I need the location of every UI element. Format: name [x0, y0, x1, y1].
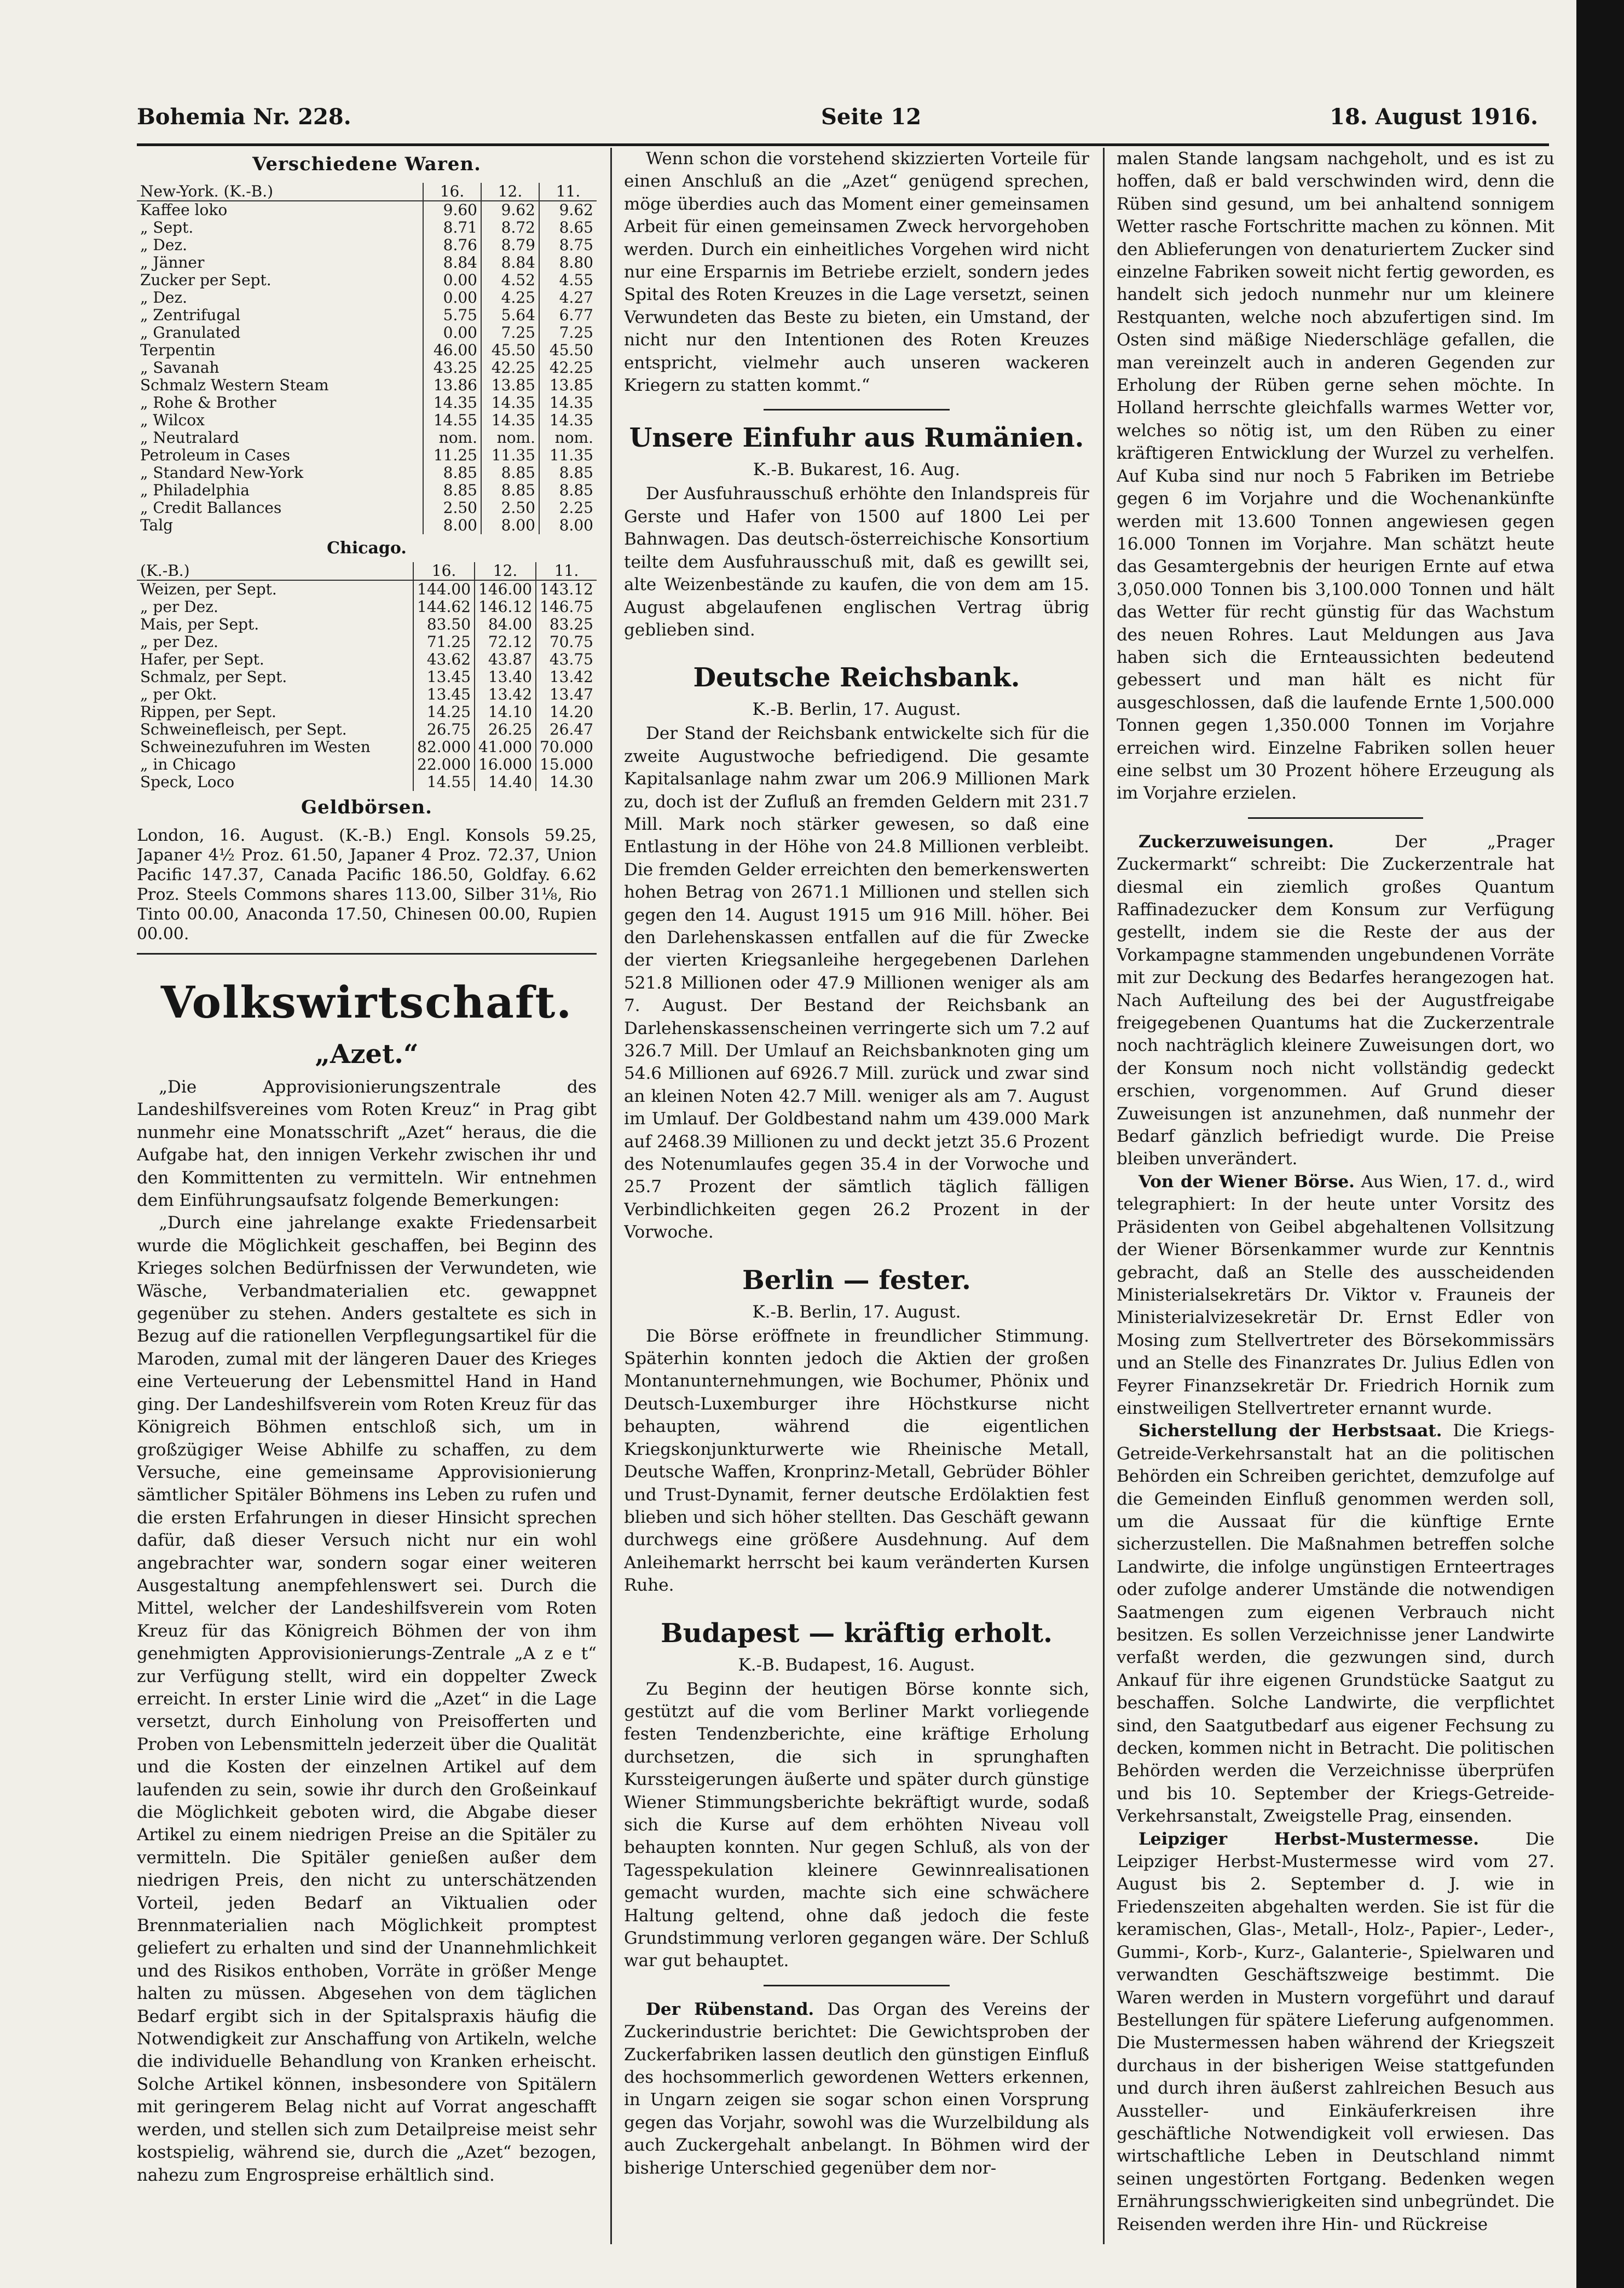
page-header: [137, 104, 1538, 142]
price-cell: 13.85: [539, 377, 597, 394]
table-row: [137, 756, 597, 773]
table-row: [137, 499, 597, 517]
price-cell: 71.25: [413, 633, 475, 651]
commodity-label: „ Philadelphia: [140, 481, 250, 499]
paragraph-text: Die Kriegs-Getreide-Verkehrsanstalt hat an die politischen Behörden ein Schreiben gerichtet, demzufolge auf die Gemeinden Einfluß genommen werden soll, um die Aussaat für die künftige Ernte sicherzustellen. Die Maßnahmen betreffen solche Landwirte, die infolge ungünstigen Ernteertrages oder zufolge anderer Umstände die notwendigen Saatmengen zum eigenen Verbrauch nicht besitzen. Es sollen Verzeichnisse jener Landwirte verfaßt werden, die gezwungen sind, durch Ankauf für ihre eigenen Grundstücke Saatgut zu beschaffen. Solche Landwirte, die verpflichtet sind, den Saatgutbedarf aus eigener Fechsung zu decken, kommen nicht in Betracht. Die politischen Behörden werden die Verzeichnisse überprüfen und bis 10. September der Kriegs-Getreide-Verkehrsanstalt, Zweigstelle Prag, einsenden.: [1117, 1421, 1554, 1827]
price-cell: 16.000: [475, 756, 536, 773]
commodity-label: Petroleum in Cases: [140, 446, 290, 464]
column-3: [1117, 148, 1554, 2255]
commodity-label: Schmalz, per Sept.: [140, 668, 287, 686]
commodity-label: „ Dez.: [140, 288, 188, 307]
price-cell: 14.55: [423, 412, 481, 429]
commodity-label: Mais, per Sept.: [140, 615, 259, 633]
table-row: [137, 377, 597, 394]
price-cell: 84.00: [475, 616, 536, 633]
column-rule-1: [610, 148, 612, 2244]
paragraph-text: Der „Prager Zuckermarkt“ schreibt: Die Zuckerzentrale hat diesmal ein ziemlich großes Quantum Raffinadezucker dem Konsum zur Verfügung gestellt, indem sie die Reste der aus der Vorkampagne stammenden ungebundenen Vorräte mit zur Deckung des Bedarfes herangezogen hat. Nach Aufteilung des bei der Augustfreigabe freigegebenen Quantums hat die Zuckerzentrale noch nachträglich kleinere Zuweisungen dort, wo der Konsum noch nicht vollständig gedeckt erschien, vorgenommen. Auf Grund dieser Zuweisungen ist anzunehmen, daß nunmehr der Bedarf gänzlich befriedigt wurde. Die Preise bleiben unverändert.: [1117, 831, 1554, 1169]
table-header-label: New-York. (K.-B.): [137, 183, 423, 201]
price-cell: 9.62: [539, 201, 597, 219]
price-cell: 0.00: [423, 271, 481, 289]
price-cell: 2.50: [481, 499, 539, 517]
commodity-label: Zucker per Sept.: [140, 271, 271, 289]
table-row: [137, 447, 597, 464]
price-cell: 8.85: [423, 464, 481, 482]
price-cell: 8.84: [481, 254, 539, 271]
price-cell: 144.62: [413, 598, 475, 616]
price-cell: 43.75: [536, 651, 597, 668]
price-cell: 146.12: [475, 598, 536, 616]
price-cell: 14.20: [536, 703, 597, 721]
price-cell: 144.00: [413, 580, 475, 598]
price-cell: 13.42: [475, 686, 536, 703]
commodity-label: „ Sept.: [140, 218, 194, 236]
price-cell: 2.50: [423, 499, 481, 517]
article-paragraph: „Die Approvisionierungszentrale des Landeshilfsvereines vom Roten Kreuz“ in Prag gibt nunmehr eine Monatsschrift „Azet“ heraus, die die Aufgabe hat, den innigen Verkehr zwischen ihr und den Kommittenten zu vermitteln. Wir entnehmen dem Einführungsaufsatz folgende Bemerkungen:: [137, 1077, 597, 1211]
paragraph-text: Die Leipziger Herbst-Mustermesse wird vom 27. August bis 2. September d. J. wie in Friedenszeiten abgehalten werden. Sie ist für die keramischen, Glas-, Metall-, Holz-, Papier-, Leder-, Gummi-, Korb-, Kurz-, Galanterie-, Spielwaren und verwandten Geschäftszweige bestimmt. Die Waren werden in Mustern vorgeführt und darauf Bestellungen für spätere Lieferung aufgenommen. Die Mustermessen haben während der Kriegszeit durchaus in der bisherigen Weise stattgefunden und durch ihren äußerst zahlreichen Besuch aus Aussteller- und Einkäuferkreisen ihre geschäftliche Notwendigkeit voll erwiesen. Das wirtschaftliche Leben in Deutschland nimmt seinen ungestörten Fortgang. Bedenken wegen Ernährungsschwierigkeiten sind unbegründet. Die Reisenden werden ihre Hin- und Rückreise: [1117, 1829, 1554, 2234]
price-cell: 13.85: [481, 377, 539, 394]
table-header-cell: 12.: [475, 562, 536, 580]
price-cell: 45.50: [481, 342, 539, 359]
price-cell: 43.62: [413, 651, 475, 668]
article-paragraph: [1117, 1171, 1554, 1420]
commodity-label: „ Granulated: [140, 323, 241, 342]
article-paragraph: [624, 1998, 1089, 2180]
price-cell: 70.000: [536, 738, 597, 756]
table-row: [137, 201, 597, 219]
commodity-label: „ Rohe & Brother: [140, 394, 276, 412]
header-page-number: Seite 12: [821, 104, 922, 130]
price-cell: 43.25: [423, 359, 481, 377]
table-header-label: (K.-B.): [137, 562, 413, 580]
table-row: [137, 359, 597, 377]
price-cell: 8.85: [423, 482, 481, 499]
price-cell: 6.77: [539, 307, 597, 324]
paragraph-lead: Der Rübenstand.: [646, 1999, 814, 2019]
price-cell: 14.25: [413, 703, 475, 721]
price-cell: 8.79: [481, 236, 539, 254]
table-row: [137, 580, 597, 598]
article-title: Unsere Einfuhr aus Rumänien.: [629, 423, 1084, 454]
table-row: [137, 394, 597, 412]
commodity-label: „ Zentrifugal: [140, 306, 241, 324]
price-cell: 83.50: [413, 616, 475, 633]
table-row: [137, 236, 597, 254]
price-cell: 13.45: [413, 668, 475, 686]
table-header-row: [137, 562, 597, 580]
table-row: [137, 616, 597, 633]
commodity-label: Weizen, per Sept.: [140, 580, 277, 598]
table-row: [137, 773, 597, 791]
commodity-label: Kaffee loko: [140, 201, 228, 219]
table-row: [137, 651, 597, 668]
table-row: [137, 307, 597, 324]
article-paragraph: Zu Beginn der heutigen Börse konnte sich, gestützt auf die vom Berliner Markt vorliegende festen Tendenzberichte, eine kräftige Erholung durchsetzen, die sich in sprunghaften Kurssteigerungen äußerte und später durch günstige Wiener Stimmungsberichte bekräftigt wurde, sodaß sich die Kurse auf dem erhöhten Niveau voll behaupten konnten. Nur gegen Schluß, als von der Tagesspekulation kleinere Gewinnrealisationen gemacht wurden, machte sich eine schwächere Haltung geltend, ohne daß jedoch die feste Grundstimmung verloren gegangen wäre. Der Schluß war gut behauptet.: [624, 1679, 1089, 1971]
article-title-azet: „Azet.“: [315, 1039, 419, 1070]
article-divider: [1248, 817, 1423, 819]
commodity-label: Schweinezufuhren im Westen: [140, 738, 371, 756]
price-cell: 8.80: [539, 254, 597, 271]
table-row: [137, 721, 597, 738]
price-cell: 4.55: [539, 271, 597, 289]
price-cell: 8.85: [481, 482, 539, 499]
paragraph-lead: Von der Wiener Börse.: [1138, 1171, 1355, 1192]
paragraph-lead: Sicherstellung der Herbstsaat.: [1138, 1421, 1442, 1441]
commodity-label: „ Savanah: [140, 359, 219, 377]
price-cell: 26.25: [475, 721, 536, 738]
price-cell: 143.12: [536, 580, 597, 598]
commodity-label: Rippen, per Sept.: [140, 703, 276, 721]
column-2: [624, 148, 1089, 2255]
price-cell: 8.76: [423, 236, 481, 254]
article-paragraph: Die Börse eröffnete in freundlicher Stimmung. Späterhin konnten jedoch die Aktien der großen Montanunternehmungen, wie Bochumer, Phönix und Deutsch-Luxemburger ihre Höchstkurse nicht behaupten, während die eigentlichen Kriegskonjunkturwerte wie Rheinische Metall, Deutsche Waffen, Kronprinz-Metall, Gebrüder Böhler und Trust-Dynamit, ferner deutsche Erdölaktien fest blieben und sich höher stellten. Das Geschäft gewann durchwegs eine größere Ausdehnung. Auf dem Anleihemarkt herrscht bei kaum veränderten Kursen Ruhe.: [624, 1326, 1089, 1596]
price-cell: nom.: [423, 429, 481, 447]
article-paragraph: Der Ausfuhrausschuß erhöhte den Inlandspreis für Gerste und Hafer von 1500 auf 1800 Lei per Bahnwagen. Das deutsch-österreichische Konsortium teilte dem Ausfuhrausschuß mit, daß es gewillt sei, alte Weizenbestände zu kaufen, die von dem am 15. August abgelaufenen englischen Vertrag übrig geblieben sind.: [624, 484, 1089, 640]
price-cell: 26.47: [536, 721, 597, 738]
article-dateline: K.-B. Berlin, 17. August.: [752, 700, 961, 720]
price-cell: 8.71: [423, 219, 481, 236]
table-row: [137, 324, 597, 342]
commodity-label: „ Dez.: [140, 236, 188, 254]
article-dateline: K.-B. Berlin, 17. August.: [752, 1302, 961, 1322]
commodity-label: „ per Okt.: [140, 685, 217, 703]
table-header-cell: 16.: [423, 183, 481, 201]
table-row: [137, 429, 597, 447]
table-row: [137, 738, 597, 756]
price-cell: 13.45: [413, 686, 475, 703]
price-cell: 42.25: [539, 359, 597, 377]
table-row: [137, 254, 597, 271]
price-cell: 8.75: [539, 236, 597, 254]
table-row: [137, 271, 597, 289]
article-divider: [764, 1985, 950, 1986]
article-paragraph: [1117, 1420, 1554, 1828]
commodity-label: Speck, Loco: [140, 773, 235, 791]
chicago-title: Chicago.: [327, 539, 407, 558]
table-row: [137, 412, 597, 429]
table-header-cell: 12.: [481, 183, 539, 201]
price-cell: 14.55: [413, 773, 475, 791]
table-row: [137, 598, 597, 616]
column-1: [137, 148, 597, 2255]
article-divider: [764, 409, 950, 411]
price-cell: 14.35: [481, 412, 539, 429]
table-row: [137, 703, 597, 721]
price-cell: 46.00: [423, 342, 481, 359]
price-cell: 8.00: [539, 517, 597, 534]
price-cell: 83.25: [536, 616, 597, 633]
table-row: [137, 482, 597, 499]
price-cell: 8.72: [481, 219, 539, 236]
price-cell: 8.84: [423, 254, 481, 271]
price-cell: 7.25: [539, 324, 597, 342]
table-row: [137, 633, 597, 651]
price-cell: 15.000: [536, 756, 597, 773]
article-dateline: K.-B. Budapest, 16. August.: [738, 1655, 975, 1675]
commodity-label: Talg: [140, 516, 174, 534]
price-cell: nom.: [539, 429, 597, 447]
price-cell: 8.85: [539, 464, 597, 482]
price-cell: 4.25: [481, 289, 539, 307]
commodity-label: „ Wilcox: [140, 411, 205, 429]
commodity-label: „ per Dez.: [140, 598, 218, 616]
commodity-label: Schweinefleisch, per Sept.: [140, 720, 347, 738]
price-cell: 0.00: [423, 289, 481, 307]
price-cell: 8.00: [481, 517, 539, 534]
price-cell: 14.35: [481, 394, 539, 412]
price-cell: 26.75: [413, 721, 475, 738]
price-cell: 8.65: [539, 219, 597, 236]
commodity-label: Terpentin: [140, 341, 216, 359]
article-paragraph: „Durch eine jahrelange exakte Friedensarbeit wurde die Möglichkeit geschaffen, bei Beginn des Krieges solchen Bedürfnissen der Verwundeten, wie Wäsche, Verbandmaterialien etc. gewappnet gegenüber zu stehen. Anders gestaltete es sich in Bezug auf die rationellen Verpflegungsartikel für die Maroden, zumal mit der längeren Dauer des Krieges eine Verteuerung der Lebensmittel Hand in Hand ging. Der Landeshilfsverein vom Roten Kreuz für das Königreich Böhmen entschloß sich, um in großzügiger Weise Abhilfe zu schaffen, zu dem Versuche, eine gemeinsame Approvisionierung sämtlicher Spitäler Böhmens ins Leben zu rufen und die ersten Erfahrungen in dieser Hinsicht sprechen dafür, daß dieser Versuch nicht nur ein wohl angebrachter war, sondern sogar einer weiteren Ausgestaltung anempfehlenswert sei. Durch die Mittel, welcher der Landeshilfsverein vom Roten Kreuz für das Königreich Böhmen der von ihm genehmigten Approvisionierungs-Zentrale „A z e t“ zur Verfügung stellt, wird ein doppelter Zweck erreicht. In erster Linie wird die „Azet“ in die Lage versetzt, durch Einholung von Preisofferten und Proben von Lebensmitteln jederzeit über die Qualität und die Kosten der einzelnen Artikel auf dem laufenden zu sein, sowie ihr durch den Großeinkauf die Möglichkeit geboten wird, die Abgabe dieser Artikel zu einem niedrigen Preise an die Spitäler zu vermitteln. Die Spitäler genießen außer dem niedrigen Preis, den nicht zu unterschätzenden Vorteil, jeden Bedarf an Viktualien oder Brennmaterialien nach Möglichkeit promptest geliefert zu erhalten und sind der Unannehmlichkeit und des Risikos enthoben, Vorräte in größer Menge halten zu müssen. Abgesehen von dem täglichen Bedarf ergibt sich in der Spitalspraxis häufig die Notwendigkeit zur Anschaffung von Artikeln, welche die individuelle Behandlung von Kranken erheischt. Solche Artikel können, insbesondere von Spitälern mit geringerem Belag nicht auf Vorrat angeschafft werden, und stellen sich zum Detailpreise meist sehr kostspielig, während sie, durch die „Azet“ bezogen, nahezu zum Engrospreise erhältlich sind.: [137, 1213, 597, 2185]
table-header-row: [137, 183, 597, 201]
price-cell: 42.25: [481, 359, 539, 377]
newyork-market-table: [137, 183, 597, 534]
table-row: [137, 517, 597, 534]
price-cell: 11.35: [539, 447, 597, 464]
article-paragraph: [1117, 831, 1554, 1171]
commodity-label: „ in Chicago: [140, 755, 236, 773]
table-row: [137, 668, 597, 686]
article-paragraph: Wenn schon die vorstehend skizzierten Vorteile für einen Anschluß an die „Azet“ genügend sprechen, möge überdies auch das Moment einer gemeinsamen Arbeit für einen gemeinsamen Zweck hervorgehoben werden. Durch ein einheitliches Vorgehen wird nicht nur eine Ersparnis im Betriebe erzielt, sondern jedes Spital des Roten Kreuzes in die Lage versetzt, seinen Verwundeten das Beste zu bieten, ein Umstand, der nicht nur den Intentionen des Roten Kreuzes entspricht, vielmehr auch unseren wackeren Kriegern zu statten kommt.“: [624, 149, 1089, 396]
paragraph-text: malen Stande langsam nachgeholt, und es ist zu hoffen, daß er bald verschwinden wird, denn die Rüben sind gesund, um bei anhaltend sonnigem Wetter rasche Fortschritte machen zu können. Mit den Ablieferungen von denaturiertem Zucker sind einzelne Fabriken soweit nicht fertig geworden, es handelt sich jedoch nunmehr nur um kleinere Restquanten, welche noch abzufertigen sind. Im Osten sind mäßige Niederschläge gefallen, die man vereinzelt auch in anderen Gegenden zur Erholung der Rüben gerne sehen möchte. In Holland herrschte gleichfalls warmes Wetter vor, welches so nötig ist, um den Rüben zu einer kräftigeren Entwicklung der Wurzel zu verhelfen. Auf Kuba sind nur noch 5 Fabriken im Betriebe gegen 6 im Vorjahre und die Wochenankünfte werden mit 13.600 Tonnen angewiesen gegen 16.000 Tonnen im Vorjahre. Man schätzt heute das Gesamtergebnis der heurigen Ernte auf etwa 3,050.000 Tonnen bis 3,100.000 Tonnen und hält das Wetter für recht günstig für das Wachstum des neuen Rohres. Laut Meldungen aus Java haben sich die Ernteaussichten bedeutend gebessert und man hält es nicht für ausgeschlossen, daß die laufende Ernte 1,500.000 Tonnen gegen 1,350.000 Tonnen im Vorjahre erreichen wird. Einzelne Fabriken sollen heuer eine selbst um 30 Prozent höhere Erzeugung als im Vorjahre erzielen.: [1117, 149, 1554, 804]
table-row: [137, 686, 597, 703]
price-cell: 11.25: [423, 447, 481, 464]
commodity-label: Hafer, per Sept.: [140, 650, 264, 668]
price-cell: 13.86: [423, 377, 481, 394]
header-date: 18. August 1916.: [1330, 104, 1538, 130]
chicago-market-table: [137, 562, 597, 791]
paragraph-lead: Leipziger Herbst-Mustermesse.: [1138, 1829, 1479, 1849]
price-cell: 8.00: [423, 517, 481, 534]
price-cell: 14.10: [475, 703, 536, 721]
table-header-cell: 16.: [413, 562, 475, 580]
table-header-cell: 11.: [536, 562, 597, 580]
price-cell: 0.00: [423, 324, 481, 342]
price-cell: 72.12: [475, 633, 536, 651]
article-title: Budapest — kräftig erholt.: [661, 1617, 1053, 1649]
price-cell: 9.62: [481, 201, 539, 219]
article-paragraph: Der Stand der Reichsbank entwickelte sich für die zweite Augustwoche befriedigend. Die gesamte Kapitalsanlage nahm zwar um 206.9 Millionen Mark zu, doch ist der Zufluß an fremden Geldern mit 231.7 Mill. Mark noch stärker gewesen, so daß eine Entlastung in der Höhe von 24.8 Millionen verbleibt. Die fremden Gelder erreichten den bemerkenswerten hohen Betrag von 2671.1 Millionen und stellen sich gegen den 14. August 1915 um 916 Mill. höher. Bei den Darlehenskassen entfallen auf die für Zwecke der vierten Kriegsanleihe hergegebenen Darlehen 521.8 Millionen oder 47.9 Millionen weniger als am 7. August. Der Bestand der Reichsbank an Darlehenskassenscheinen verringerte sich um 7.2 auf 326.7 Mill. Der Umlauf an Reichsbanknoten ging um 54.6 Millionen auf 6926.7 Mill. zurück und zwar sind an kleinen Noten 42.7 Mill. weniger als am 7. August im Umlauf. Der Goldbestand nahm um 439.000 Mark auf 2468.39 Millionen zu und deckt jetzt 35.6 Prozent des Notenumlaufes gegen 35.4 in der Vorwoche und 25.7 Prozent der sämtlich täglich fälligen Verbindlichkeiten gegen 26.2 Prozent in der Vorwoche.: [624, 724, 1089, 1243]
table-row: [137, 342, 597, 359]
price-cell: 41.000: [475, 738, 536, 756]
section-title-volkswirtschaft: Volkswirtschaft.: [160, 977, 573, 1028]
paragraph-text: Das Organ des Vereins der Zuckerindustrie berichtet: Die Gewichtsproben der Zuckerfabriken lassen deutlich den günstigen Einfluß des hochsommerlich gewordenen Wetters erkennen, in Ungarn zeigen sie sogar schon einen Vorsprung gegen das Vorjahr, sowohl was die Wurzelbildung als auch Zuckergehalt anbelangt. In Böhmen wird der bisherige Unterschied gegenüber dem nor-: [624, 1999, 1089, 2178]
paragraph-text: Aus Wien, 17. d., wird telegraphiert: In der heute unter Vorsitz des Präsidenten von Geibel abgehaltenen Vollsitzung der Wiener Börsenkammer wurde zur Kenntnis gebracht, daß an Stelle des ausscheidenden Ministerialsekretärs Dr. Viktor v. Frauneis der Ministerialvizesekretär Dr. Ernst Edler von Mosing zum Stellvertreter des Börsekommissärs und an Stelle des Finanzrates Dr. Julius Edlen von Feyrer Finanzsekretär Dr. Friedrich Hornik zum einstweiligen Stellvertreter ernannt wurde.: [1117, 1171, 1554, 1418]
price-cell: 2.25: [539, 499, 597, 517]
price-cell: 11.35: [481, 447, 539, 464]
price-cell: 4.52: [481, 271, 539, 289]
price-cell: 45.50: [539, 342, 597, 359]
article-dateline: K.-B. Bukarest, 16. Aug.: [753, 460, 961, 480]
section-divider: [137, 953, 597, 955]
price-cell: 5.64: [481, 307, 539, 324]
article-paragraph: [1117, 148, 1554, 805]
geldboersen-text: London, 16. August. (K.-B.) Engl. Konsols 59.25, Japaner 4½ Proz. 61.50, Japaner 4 Proz. 72.37, Union Pacific 147.37, Canada Pacific 186.50, Goldfay. 6.62 Proz. Steels Commons shares 113.00, Silber 31⅛, Rio Tinto 00.00, Anaconda 17.50, Chinesen 00.00, Rupien 00.00.: [137, 826, 597, 944]
price-cell: 70.75: [536, 633, 597, 651]
geldboersen-title: Geldbörsen.: [300, 796, 433, 818]
price-cell: 22.000: [413, 756, 475, 773]
price-cell: nom.: [481, 429, 539, 447]
price-cell: 14.35: [539, 394, 597, 412]
commodity-label: „ Neutralard: [140, 429, 239, 447]
price-cell: 14.30: [536, 773, 597, 791]
table-row: [137, 289, 597, 307]
commodity-label: „ Jänner: [140, 253, 205, 271]
commodity-label: „ Credit Ballances: [140, 499, 282, 517]
commodity-label: Schmalz Western Steam: [140, 376, 329, 394]
paragraph-lead: Zuckerzuweisungen.: [1138, 831, 1334, 852]
price-cell: 4.27: [539, 289, 597, 307]
markets-title: Verschiedene Waren.: [252, 153, 481, 175]
header-rule: [137, 143, 1549, 146]
price-cell: 13.42: [536, 668, 597, 686]
price-cell: 82.000: [413, 738, 475, 756]
price-cell: 14.35: [539, 412, 597, 429]
price-cell: 43.87: [475, 651, 536, 668]
header-publication: Bohemia Nr. 228.: [137, 104, 351, 130]
commodity-label: „ per Dez.: [140, 633, 218, 651]
price-cell: 8.85: [539, 482, 597, 499]
price-cell: 146.00: [475, 580, 536, 598]
price-cell: 14.35: [423, 394, 481, 412]
table-row: [137, 464, 597, 482]
price-cell: 7.25: [481, 324, 539, 342]
price-cell: 5.75: [423, 307, 481, 324]
table-header-cell: 11.: [539, 183, 597, 201]
table-row: [137, 219, 597, 236]
article-title: Berlin — fester.: [742, 1264, 971, 1296]
article-paragraph: [1117, 1828, 1554, 2236]
price-cell: 9.60: [423, 201, 481, 219]
column-rule-2: [1103, 148, 1105, 2244]
price-cell: 13.47: [536, 686, 597, 703]
price-cell: 146.75: [536, 598, 597, 616]
commodity-label: „ Standard New-York: [140, 464, 304, 482]
price-cell: 14.40: [475, 773, 536, 791]
price-cell: 8.85: [481, 464, 539, 482]
price-cell: 13.40: [475, 668, 536, 686]
article-title: Deutsche Reichsbank.: [693, 662, 1020, 694]
scan-dark-edge: [1576, 0, 1624, 2288]
